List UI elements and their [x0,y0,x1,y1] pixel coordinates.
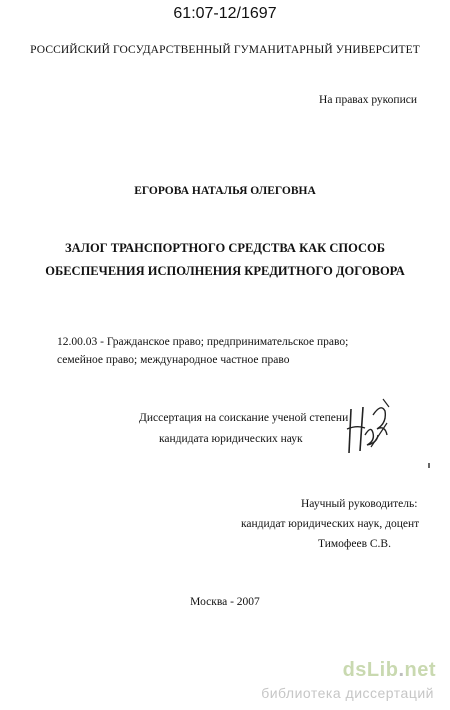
title-line-1: ЗАЛОГ ТРАНСПОРТНОГО СРЕДСТВА КАК СПОСОБ [65,241,385,255]
handwritten-signature [343,395,395,457]
watermark-logo-dot: . [398,659,405,681]
specialty-line-1: 12.00.03 - Гражданское право; предпринимательское право; [57,336,349,348]
supervisor-name: Тимофеев С.В. [318,538,391,550]
supervisor-degree: кандидат юридических наук, доцент [241,518,420,530]
watermark-logo-main: dsLib [342,659,399,681]
university-name: РОССИЙСКИЙ ГОСУДАРСТВЕННЫЙ ГУМАНИТАРНЫЙ УНИВЕРСИТЕТ [30,44,420,56]
watermark-subtitle: библиотека диссертаций [261,685,434,701]
specialty-line-2: семейное право; международное частное право [57,354,290,366]
supervisor-label: Научный руководитель: [301,498,418,510]
title-line-2: ОБЕСПЕЧЕНИЯ ИСПОЛНЕНИЯ КРЕДИТНОГО ДОГОВОРА [45,264,405,278]
author-name: ЕГОРОВА НАТАЛЬЯ ОЛЕГОВНА [134,185,316,197]
watermark-logo-tld: net [404,659,436,681]
watermark-logo [343,659,436,682]
place-and-year: Москва - 2007 [190,596,260,608]
dissertation-line-2: кандидата юридических наук [159,433,303,445]
scan-mark [428,463,430,468]
dissertation-line-1: Диссертация на соискание ученой степени [139,412,349,424]
document-code: 61:07-12/1697 [173,5,277,22]
manuscript-rights: На правах рукописи [319,94,417,106]
